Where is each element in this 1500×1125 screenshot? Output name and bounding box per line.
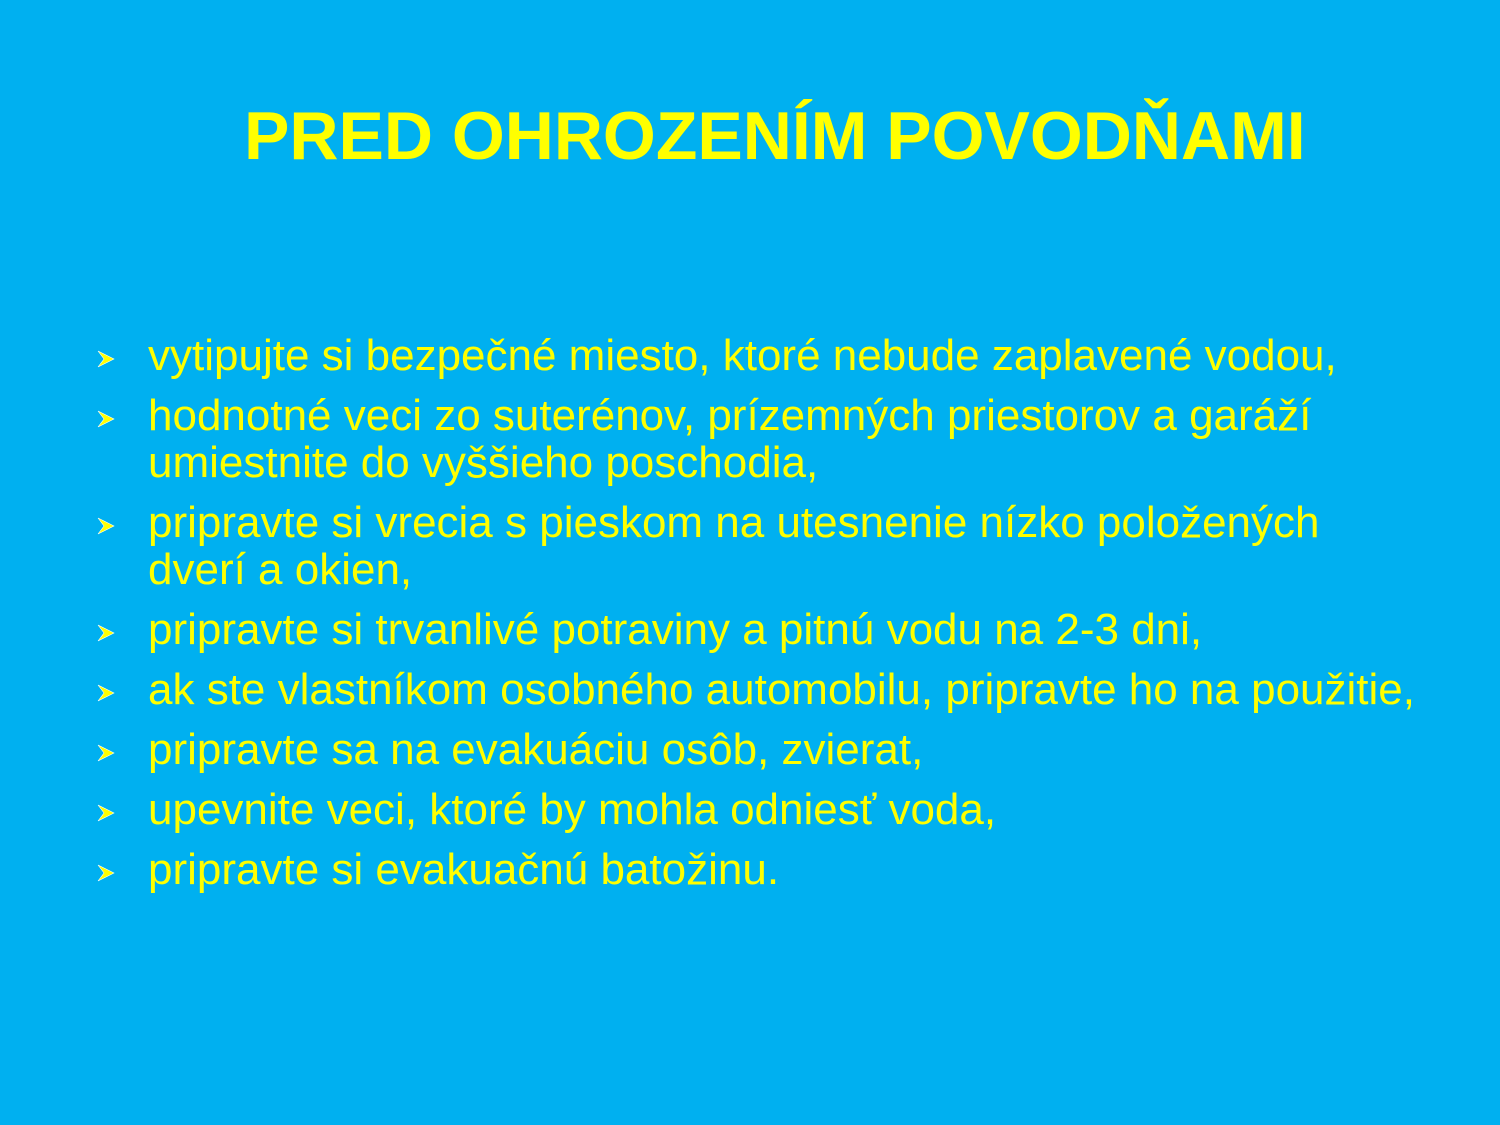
bullet-item [92, 846, 1422, 893]
bullet-item [92, 499, 1422, 593]
bullet-item [92, 332, 1422, 379]
arrow-bullet-icon [96, 409, 116, 429]
bullet-item [92, 726, 1422, 773]
arrow-bullet-icon [96, 683, 116, 703]
bullet-text: pripravte sa na evakuáciu osôb, zvierat, [148, 725, 924, 774]
bullet-text: pripravte si evakuačnú batožinu. [148, 845, 780, 894]
bullet-item [92, 606, 1422, 653]
bullet-text: upevnite veci, ktoré by mohla odniesť voda, [148, 785, 997, 834]
arrow-bullet-icon [96, 743, 116, 763]
arrow-bullet-icon [96, 803, 116, 823]
bullet-text: vytipujte si bezpečné miesto, ktoré nebude zaplavené vodou, [148, 331, 1337, 380]
arrow-bullet-icon [96, 623, 116, 643]
bullet-text: hodnotné veci zo suterénov, prízemných priestorov a garáží umiestnite do vyššieho poschodia, [148, 391, 1312, 487]
bullet-text: ak ste vlastníkom osobného automobilu, pripravte ho na použitie, [148, 665, 1415, 714]
slide-title: PRED OHROZENÍM POVODŇAMI [244, 98, 1306, 174]
bullet-item [92, 786, 1422, 833]
bullet-list [92, 332, 1422, 906]
bullet-text: pripravte si vrecia s pieskom na utesnenie nízko položených dverí a okien, [148, 498, 1320, 594]
bullet-item [92, 666, 1422, 713]
bullet-text: pripravte si trvanlivé potraviny a pitnú vodu na 2-3 dni, [148, 605, 1203, 654]
arrow-bullet-icon [96, 863, 116, 883]
arrow-bullet-icon [96, 349, 116, 369]
bullet-item [92, 392, 1422, 486]
arrow-bullet-icon [96, 516, 116, 536]
